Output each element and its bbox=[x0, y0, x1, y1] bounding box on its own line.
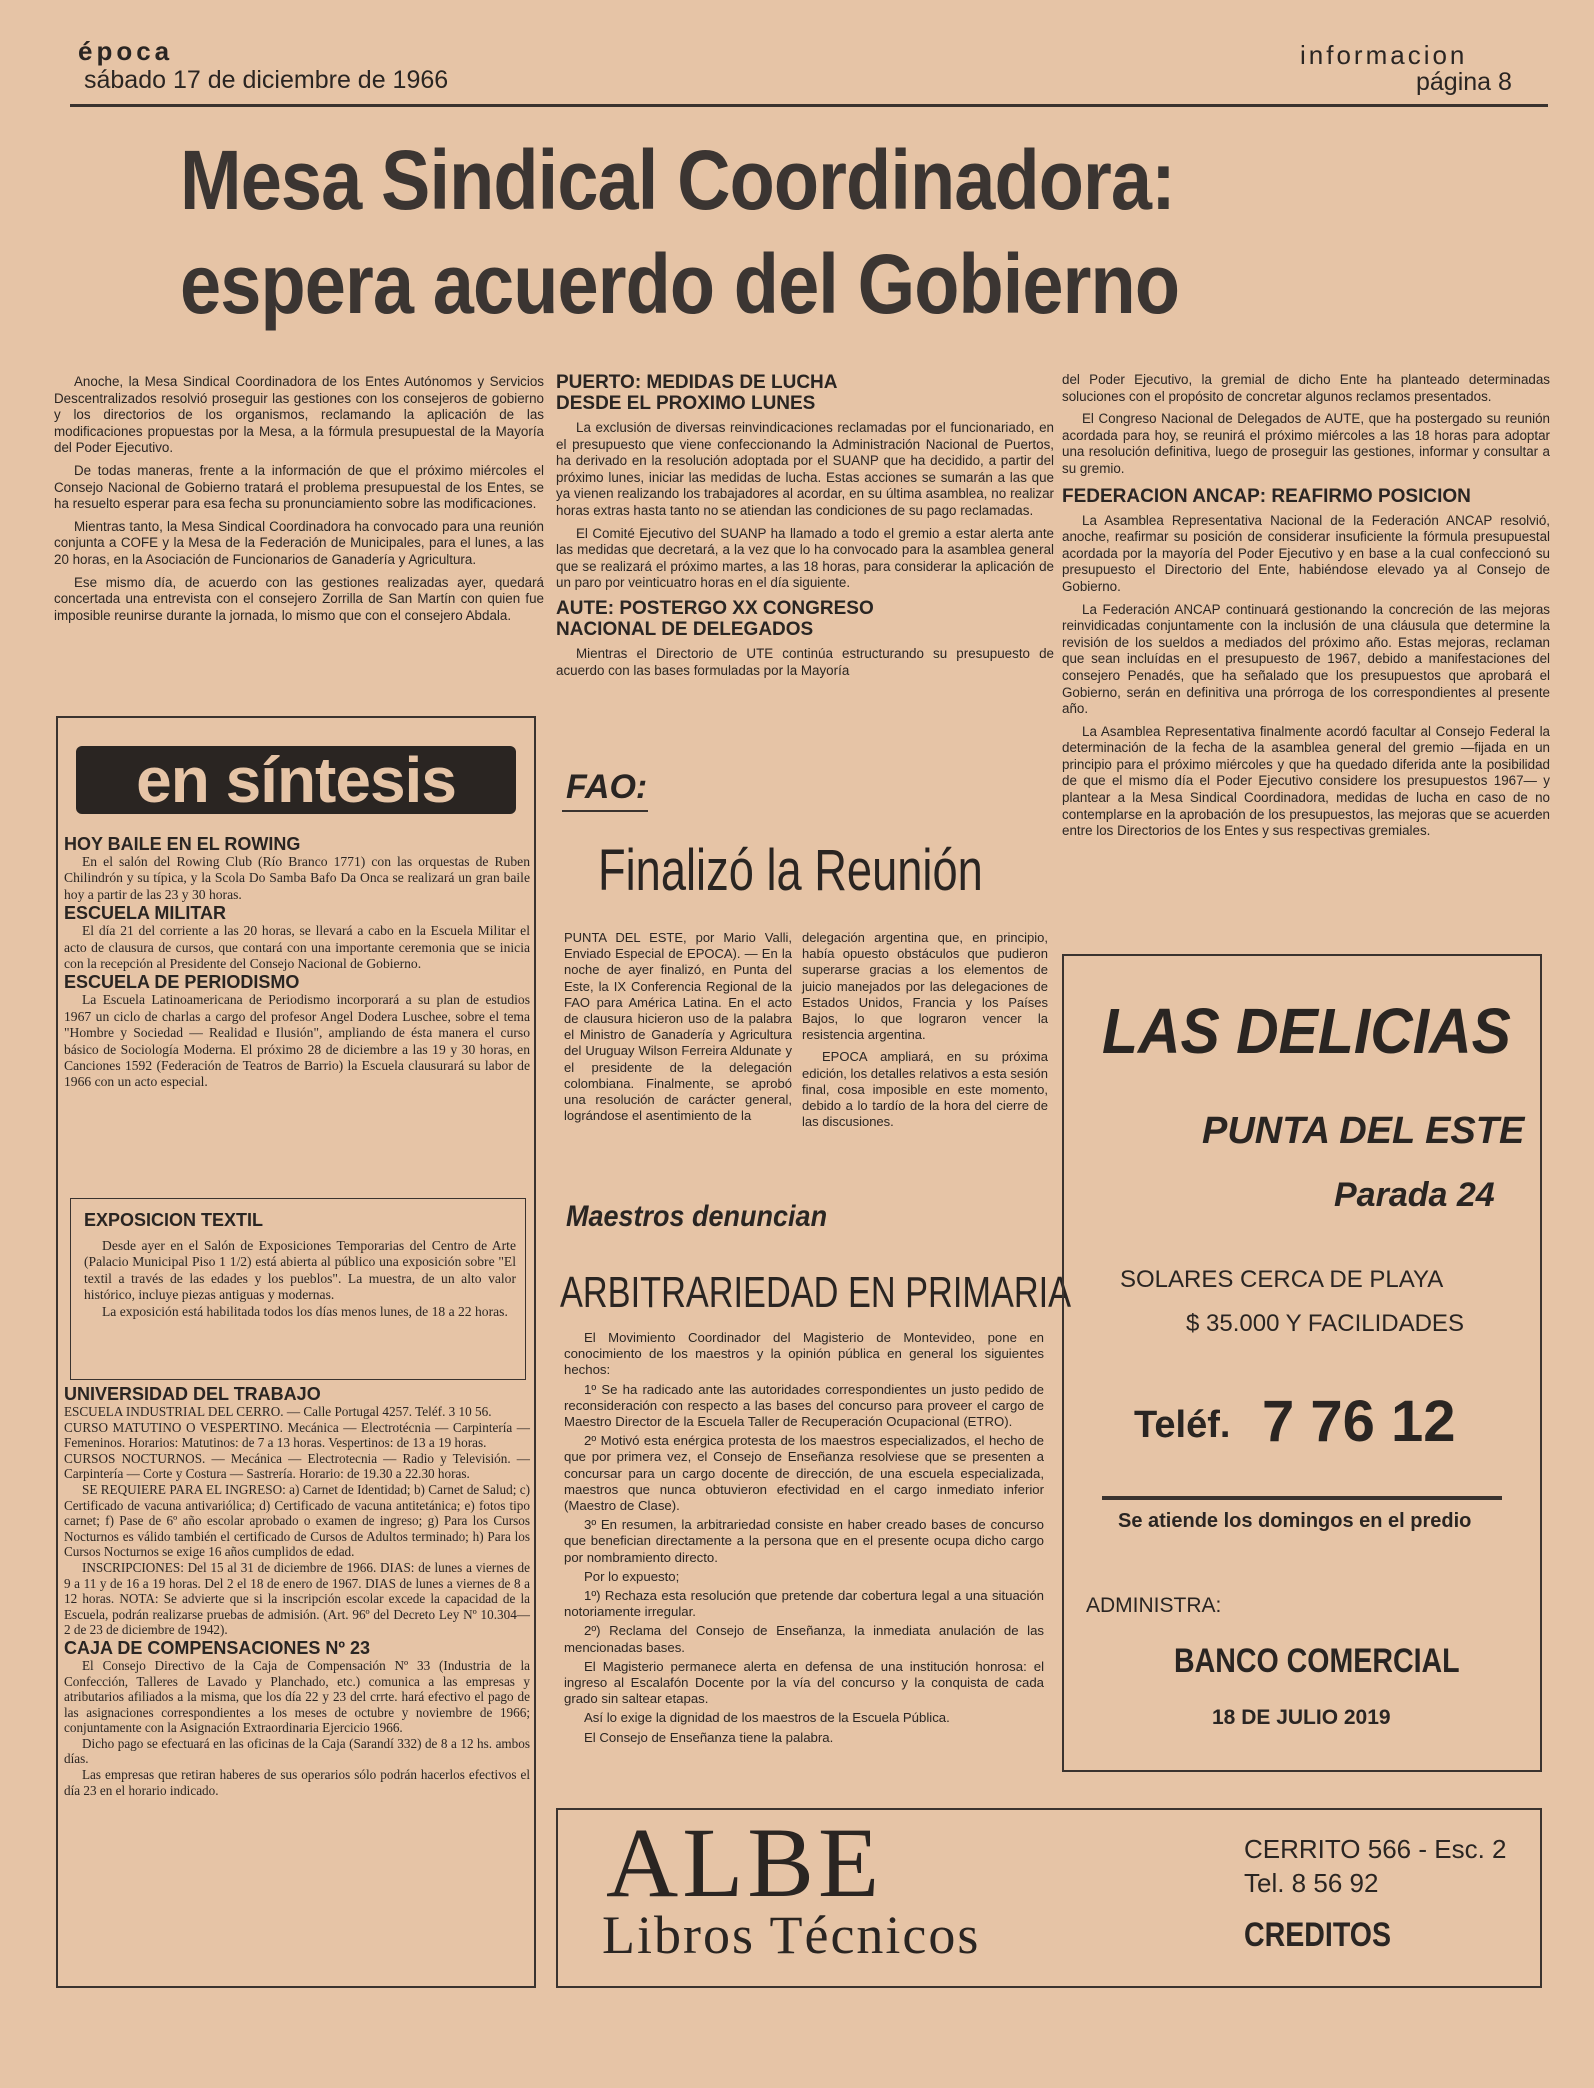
maestros-paragraph: Así lo exige la dignidad de los maestros de la Escuela Pública. bbox=[584, 1710, 950, 1726]
caja-line: Dicho pago se efectuará en las oficinas de la Caja (Sarandí 332) de 8 a 12 hs. ambos días. bbox=[64, 1735, 530, 1767]
fao-col-1 bbox=[564, 930, 792, 1130]
maestros-kicker: Maestros denuncian bbox=[566, 1200, 828, 1233]
caja-title: CAJA DE COMPENSACIONES Nº 23 bbox=[64, 1637, 370, 1658]
aute-continued: del Poder Ejecutivo, la gremial de dicho Ente ha planteado determinadas soluciones con el propósito de concretar algunos reclamos presentados. bbox=[1062, 372, 1550, 404]
textil-paragraph: La exposición está habilitada todos los días menos lunes, de 18 a 22 horas. bbox=[102, 1303, 508, 1319]
delicias-stop: Parada 24 bbox=[1334, 1176, 1495, 1214]
sintesis-banner-text: en síntesis bbox=[136, 744, 456, 816]
delicias-name: LAS DELICIAS bbox=[1102, 995, 1511, 1067]
sintesis-item-text: El día 21 del corriente a las 20 horas, se llevará a cabo en la Escuela Militar el acto de clausura de cursos, que contará con una importante ceremonia que se inicia con la recepción al Presidente del Consejo Nacional de Gobierno. bbox=[64, 923, 530, 972]
textil-paragraph: Desde ayer en el Salón de Exposiciones Temporarias del Centro de Arte (Palacio Municipal Piso 1 1/2) está abierta al público una exposición sobre "El textil a través de las edades y los pueblos". La muestra, de un alto valor histórico, incluye piezas antiguas y modernas. bbox=[84, 1238, 516, 1303]
masthead-page: página 8 bbox=[1416, 68, 1512, 96]
albe-name: ALBE bbox=[606, 1807, 884, 1918]
aute-continued: El Congreso Nacional de Delegados de AUTE, que ha postergado su reunión acordada para hoy, se reunirá el próximo miércoles a las 18 horas para adoptar una resolución definitiva, luego de proseguir las gestiones, informar y consultar a su gremio. bbox=[1062, 411, 1550, 476]
puerto-title-1: PUERTO: MEDIDAS DE LUCHA bbox=[556, 372, 838, 393]
page-headline bbox=[180, 128, 1289, 336]
textil-title: EXPOSICION TEXTIL bbox=[84, 1210, 264, 1230]
aute-title-1: AUTE: POSTERGO XX CONGRESO bbox=[556, 597, 874, 619]
right-column-articles bbox=[1062, 372, 1550, 846]
masthead-section: informacion bbox=[1300, 40, 1468, 70]
fao-title: Finalizó la Reunión bbox=[598, 838, 983, 903]
puerto-article bbox=[556, 372, 1054, 685]
puerto-title-2: DESDE EL PROXIMO LUNES bbox=[556, 393, 816, 414]
delicias-sunday: Se atiende los domingos en el predio bbox=[1118, 1510, 1472, 1532]
maestros-paragraph: Por lo expuesto; bbox=[584, 1568, 680, 1584]
delicias-line-1: SOLARES CERCA DE PLAYA bbox=[1120, 1266, 1444, 1293]
sintesis-banner bbox=[76, 746, 516, 814]
maestros-paragraph: El Movimiento Coordinador del Magisterio de Montevideo, pone en conocimiento de los maestros y la opinión pública en general los siguientes hechos: bbox=[564, 1330, 1044, 1378]
lead-paragraph: Ese mismo día, de acuerdo con las gestiones realizadas ayer, quedará concertada una entrevista con el consejero Zorrilla de San Martín con quien fue imposible reunirse durante la jornada, lo mismo que con el consejero Abdala. bbox=[54, 574, 544, 623]
fao-col-2 bbox=[802, 930, 1048, 1136]
fao-kicker: FAO: bbox=[566, 768, 648, 806]
aute-paragraph: Mientras el Directorio de UTE continúa estructurando su presupuesto de acuerdo con las bases formuladas por la Mayoría bbox=[556, 645, 1054, 678]
lead-paragraph: De todas maneras, frente a la información de que el próximo miércoles el Consejo Nacional de Gobierno tratará el problema presupuestal de los Entes, se ha resuelto esperar para esa fecha su pronunciamiento sobre las modificaciones. bbox=[54, 462, 544, 512]
utrabajo-line: CURSO MATUTINO O VESPERTINO. Mecánica — Electrotécnia — Carpintería — Femeninos. Horarios: Matutinos: de 7 a 13 horas. Vespertinos: de 13 a 19 horas. bbox=[64, 1419, 530, 1451]
caja-line: El Consejo Directivo de la Caja de Compensación Nº 33 (Industria de la Confección, Talleres de Lavado y Planchado, etc.) comunica a las empresas y atributarios afiliados a la misma, que los día 22 y 23 del crrte. hará efectivo el pago de las asignaciones correspondientes a los meses de octubre y noviembre de 1966; conjuntamente con la Asignación Extraordinaria Ejercicio 1966. bbox=[64, 1657, 530, 1736]
utrabajo-line: ESCUELA INDUSTRIAL DEL CERRO. — Calle Portugal 4257. Teléf. 3 10 56. bbox=[64, 1404, 492, 1419]
caja-line: Las empresas que retiran haberes de sus operarios sólo podrán hacerlos efectivos el día 23 en el horario indicado. bbox=[64, 1767, 530, 1798]
puerto-paragraph: El Comité Ejecutivo del SUANP ha llamado a todo el gremio a estar alerta ante las medidas que decretará, a la vez que lo ha convocado para la asamblea general que se realizará el próximo martes, a las 18 horas, para considerar la aplicación de un paro por veinticuatro horas en el día siguiente. bbox=[556, 525, 1054, 591]
utrabajo-block bbox=[64, 1384, 530, 1798]
ancap-paragraph: La Federación ANCAP continuará gestionando la concreción de las mejoras reinvidicadas conjuntamente con la inclusión de una cláusula que determine la revisión de los sueldos a mediados del próximo año. Estas mejoras, reclaman que sean incluídas en el presupuesto de 1967, debido a manifestaciones del consejero Penadés, que ha señalado que los presupuestos que aprobará el Gobierno, serán en definitiva una prórroga de los correspondientes al presente año. bbox=[1062, 601, 1550, 717]
sintesis-item-title: ESCUELA DE PERIODISMO bbox=[64, 972, 300, 993]
albe-credit: CREDITOS bbox=[1244, 1916, 1392, 1954]
maestros-paragraph: El Consejo de Enseñanza tiene la palabra. bbox=[584, 1729, 834, 1745]
albe-phone: Tel. 8 56 92 bbox=[1244, 1868, 1379, 1898]
fao-paragraph: delegación argentina que, en principio, había opuesto obstáculos que pudieron superarse gracias a los elementos de juicio manejados por las delegaciones de Estados Unidos, Francia y los Países Bajos, lo que lograron vencer la resistencia argentina. bbox=[802, 930, 1048, 1043]
utrabajo-line: SE REQUIERE PARA EL INGRESO: a) Carnet de Identidad; b) Carnet de Salud; c) Certificado de vacuna antivariólica; d) Certificado de vacuna antitetánica; e) fotos tipo carnet; f) Pase de 6º año escolar aprobado o examen de ingreso; g) Para los Cursos Nocturnos es válido también el certificado de Cursos de Adultos terminado; h) Para los Cursos Nocturnos se exige 16 años cumplidos de edad. bbox=[64, 1481, 530, 1560]
maestros-paragraph: 3º En resumen, la arbitrariedad consiste en haber creado bases de concurso que benefician directamente a la persona que en el presente ocupa dicho cargo por nombramiento directo. bbox=[564, 1517, 1044, 1565]
headline-line-1: Mesa Sindical Coordinadora: bbox=[180, 133, 1175, 227]
fao-paragraph: PUNTA DEL ESTE, por Mario Valli, Enviado Especial de EPOCA). — En la noche de ayer finalizó, en Punta del Este, la IX Conferencia Regional de la FAO para América Latina. En el acto de clausura hicieron uso de la palabra el Ministro de Ganadería y Agricultura del Uruguay Wilson Ferreira Aldunate y el presidente de la delegación colombiana. Finalmente, se aprobó una resolución de carácter general, lográndose el asentimiento de la bbox=[564, 930, 792, 1124]
utrabajo-title: UNIVERSIDAD DEL TRABAJO bbox=[64, 1384, 321, 1404]
masthead-paper: época bbox=[78, 36, 174, 66]
delicias-phone: 7 76 12 bbox=[1262, 1389, 1456, 1454]
delicias-place: PUNTA DEL ESTE bbox=[1202, 1110, 1525, 1152]
lead-article bbox=[54, 374, 544, 630]
puerto-paragraph: La exclusión de diversas reinvindicaciones reclamadas por el funcionariado, en el presupuesto que viene confeccionando la Administración Nacional de Puertos, ha derivado en la resolución adoptada por el SUANP que ha decidido, a partir del próximo lunes, iniciar las medidas de lucha. Estas acciones se sumarán a las que ya vienen realizando los trabajadores al acordar, en su última asamblea, no realizar horas extras hasta tanto no se atiendan las condiciones de su pago reclamadas. bbox=[556, 420, 1054, 518]
sintesis-item-title: ESCUELA MILITAR bbox=[64, 903, 226, 924]
albe-address: CERRITO 566 - Esc. 2 bbox=[1244, 1834, 1507, 1864]
maestros-paragraph: 1º) Rechaza esta resolución que pretende dar cobertura legal a una situación notoriamente irregular. bbox=[564, 1588, 1044, 1620]
textil-content bbox=[84, 1210, 516, 1320]
lead-paragraph: Anoche, la Mesa Sindical Coordinadora de los Entes Autónomos y Servicios Descentralizados resolvió proseguir las gestiones con los consejeros de gobierno y los directorios de los organismos, reclamando la aplicación de las modificaciones propuestas por la Mesa, a la fórmula presupuestal de la Mayoría del Poder Ejecutivo. bbox=[54, 374, 544, 456]
sintesis-item-text: En el salón del Rowing Club (Río Branco 1771) con las orquestas de Ruben Chilindrón y su típica, y la Scola Do Samba Bafo Da Onca se realizará un gran baile hoy a partir de las 23 y 30 horas. bbox=[64, 854, 530, 902]
aute-title-2: NACIONAL DE DELEGADOS bbox=[556, 618, 814, 640]
delicias-rule bbox=[1102, 1496, 1502, 1500]
ancap-paragraph: La Asamblea Representativa finalmente acordó facultar al Consejo Federal la determinación de la fecha de la asamblea general del gremio —fijada en un principio para el próximo miércoles y que ha quedado diferida ante la posibilidad de que el mismo día el Poder Ejecutivo considere los presupuestos 1967— y plantear a la Mesa Sindical Coordinadora, medidas de lucha en caso de no contemplarse en la aprobación de los presupuestos, las mejoras que se acuerden entre los Directorios de los Entes y sus respectivas gremiales. bbox=[1062, 723, 1550, 839]
delicias-address: 18 DE JULIO 2019 bbox=[1212, 1706, 1391, 1729]
sintesis-item-text: La Escuela Latinoamericana de Periodismo incorporará a su plan de estudios 1967 un ciclo de charlas a cargo del profesor Angel Dodera Luschee, sobre el tema "Hombre y Sociedad — Realidad e Ilusión", ampliando de ésta manera el curso básico de Sociología Moderna. El próximo 28 de diciembre a las 19 y 30 horas, en Canciones 1592 (Federación de Teatros de Barrio) la Escuela clausurará su labor de 1966 con un acto especial. bbox=[64, 992, 530, 1090]
masthead-date: sábado 17 de diciembre de 1966 bbox=[84, 66, 449, 94]
ancap-title: FEDERACION ANCAP: REAFIRMO POSICION bbox=[1062, 485, 1471, 507]
utrabajo-line: CURSOS NOCTURNOS. — Mecánica — Electrotecnia — Radio y Televisión. — Carpintería — Corte y Costura — Sastrería. Horario: de 19.30 a 22.30 horas. bbox=[64, 1450, 530, 1482]
delicias-line-2: $ 35.000 Y FACILIDADES bbox=[1186, 1310, 1464, 1337]
ancap-paragraph: La Asamblea Representativa Nacional de la Federación ANCAP resolvió, anoche, reafirmar su posición de considerar insuficiente la fórmula presupuestal acordada por la mayoría del Poder Ejecutivo y en base a la cual confeccionó su presupuesto el Directorio del Ente, habiéndose elevado ya al Consejo de Gobierno. bbox=[1062, 512, 1550, 594]
sintesis-items bbox=[64, 834, 530, 1091]
fao-paragraph: EPOCA ampliará, en su próxima edición, los detalles relativos a esta sesión final, cosa imposible en este momento, debido a lo tardío de la hora del cierre de las discusiones. bbox=[802, 1049, 1048, 1130]
maestros-paragraph: El Magisterio permanece alerta en defensa de una institución honrosa: el ingreso al Escalafón Docente por la vía del concurso y la conquista de cada grado sin saltear etapas. bbox=[564, 1658, 1044, 1707]
maestros-article bbox=[564, 1330, 1044, 1749]
delicias-admin: ADMINISTRA: bbox=[1086, 1594, 1222, 1617]
headline-line-2: espera acuerdo del Gobierno bbox=[180, 237, 1180, 331]
maestros-paragraph: 2º) Reclama del Consejo de Enseñanza, la inmediata anulación de las mencionadas bases. bbox=[564, 1623, 1044, 1655]
delicias-phone-label: Teléf. bbox=[1134, 1404, 1231, 1446]
maestros-paragraph: 1º Se ha radicado ante las autoridades correspondientes un justo pedido de reconsideración con respecto a las bases del concurso para proveer el cargo de Maestro Director de la Escuela Taller de Recuperación Ocupacional (ETRO). bbox=[564, 1381, 1044, 1430]
header-rule bbox=[70, 104, 1548, 107]
lead-paragraph: Mientras tanto, la Mesa Sindical Coordinadora ha convocado para una reunión conjunta a COFE y la Mesa de la Federación de Municipales, para el lunes, a las 20 horas, en la Asociación de Funcionarios de Ganadería y Agricultura. bbox=[54, 518, 544, 567]
maestros-paragraph: 2º Motivó esta enérgica protesta de los maestros especializados, el hecho de que por primera vez, el Consejo de Enseñanza resolviese que se presenten a concursar para un cargo docente de dirección, de una escuela especializada, maestros que nunca obtuvieron efectividad en el cargo inmediato inferior (Maestro de Clase). bbox=[564, 1433, 1044, 1514]
albe-sub: Libros Técnicos bbox=[602, 1905, 981, 1965]
sintesis-item-title: HOY BAILE EN EL ROWING bbox=[64, 834, 301, 854]
maestros-title: ARBITRARIEDAD EN PRIMARIA bbox=[560, 1268, 1072, 1317]
delicias-bank: BANCO COMERCIAL bbox=[1174, 1642, 1460, 1680]
utrabajo-line: INSCRIPCIONES: Del 15 al 31 de diciembre de 1966. DIAS: de lunes a viernes de 9 a 11 y de 16 a 19 horas. Del 2 el 18 de enero de 1967. DIAS de lunes a viernes de 8 a 12 horas. NOTA: Se advierte que si la inscripción escolar excede la capacidad de la Escuela, podrán realizarse pruebas de admisión. (Art. 96º del Decreto Ley Nº 10.304—2 de 23 de diciembre de 1942). bbox=[64, 1559, 530, 1638]
fao-kicker-underline bbox=[562, 810, 648, 812]
